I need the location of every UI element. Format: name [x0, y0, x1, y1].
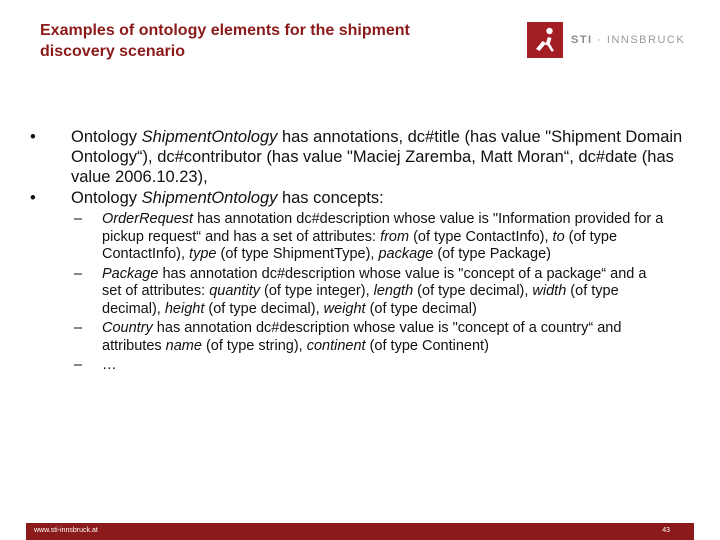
text-run: (of type decimal) [365, 300, 477, 317]
text-run: (of type integer), [260, 283, 374, 299]
text-run: has concepts: [277, 189, 384, 207]
logo-text-rest: · INNSBRUCK [592, 34, 686, 46]
emphasized-term: width [532, 283, 567, 299]
bullet-item [24, 188, 704, 208]
dash-marker: – [74, 265, 83, 282]
sub-bullet-item [24, 211, 704, 264]
slide-title-line-1: Examples of ontology elements for the shipment [40, 22, 410, 39]
text-run: has annotation dc#description whose value is "Information provided for a pickup request“ and has a set of attributes: [102, 211, 664, 245]
bullet-marker: • [30, 128, 36, 146]
logo-text [571, 34, 685, 46]
text-run: (of type Package) [433, 246, 551, 262]
emphasized-term: ShipmentOntology [141, 189, 278, 207]
text-run: (of type decimal), [204, 300, 324, 317]
emphasized-term: weight [323, 300, 366, 317]
text-run: (of type decimal), [102, 283, 619, 317]
sub-bullet-text [102, 266, 646, 317]
sub-bullet-list [24, 211, 704, 375]
sub-bullet-item [24, 320, 704, 355]
sub-bullet-text [102, 211, 663, 262]
page-number: 43 [662, 527, 670, 534]
sti-innsbruck-logo [527, 22, 685, 58]
sub-bullet-text [102, 320, 621, 354]
emphasized-term: ShipmentOntology [141, 128, 278, 146]
footer-url: www.sti-innsbruck.at [34, 527, 98, 534]
bullet-text [71, 189, 384, 207]
text-run: has annotation dc#description whose value is "concept of a country“ and attributes [102, 320, 622, 354]
emphasized-term: name [165, 337, 202, 354]
bullet-text [71, 128, 682, 186]
text-run: (of type ShipmentType), [216, 246, 379, 262]
emphasized-term: Package [102, 265, 159, 282]
emphasized-term: to [552, 228, 565, 245]
emphasized-term: Country [102, 320, 153, 336]
slide-title [40, 20, 480, 62]
text-run: has annotations, dc#title (has value "Shipment Domain Ontology“), dc#contributor (has value "Maciej Zaremba, Matt Moran“, dc#date (has value 2006.10.23), [71, 128, 683, 186]
bullet-marker: • [30, 189, 36, 207]
text-run: … [102, 357, 117, 373]
logo-text-bold: STI [571, 34, 593, 46]
text-run: (of type ContactInfo), [102, 228, 618, 262]
emphasized-term: height [164, 300, 205, 317]
emphasized-term: OrderRequest [102, 211, 194, 227]
text-run: has annotation dc#description whose value is "concept of a package“ and a set of attributes: [102, 265, 647, 299]
emphasized-term: continent [306, 337, 366, 354]
slide-body [24, 127, 704, 377]
text-run: Ontology [71, 128, 142, 146]
sub-bullet-item [24, 266, 704, 319]
emphasized-term: package [378, 246, 434, 262]
sti-logo-icon [527, 22, 563, 58]
emphasized-term: from [380, 228, 410, 245]
bullet-item [24, 127, 704, 187]
text-run: Ontology [71, 189, 142, 207]
slide-title-line-2: discovery scenario [40, 43, 185, 60]
emphasized-term: type [189, 246, 217, 262]
text-run: (of type Continent) [365, 337, 489, 354]
text-run: (of type ContactInfo), [409, 228, 553, 245]
dash-marker: – [74, 320, 83, 336]
text-run: (of type decimal), [413, 283, 533, 299]
dash-marker: – [74, 357, 83, 373]
footer-bar [26, 523, 694, 540]
sub-bullet-text [102, 357, 117, 373]
sub-bullet-item [24, 357, 704, 375]
emphasized-term: length [373, 283, 414, 299]
text-run: (of type string), [201, 337, 307, 354]
emphasized-term: quantity [209, 283, 260, 299]
dash-marker: – [74, 211, 83, 227]
